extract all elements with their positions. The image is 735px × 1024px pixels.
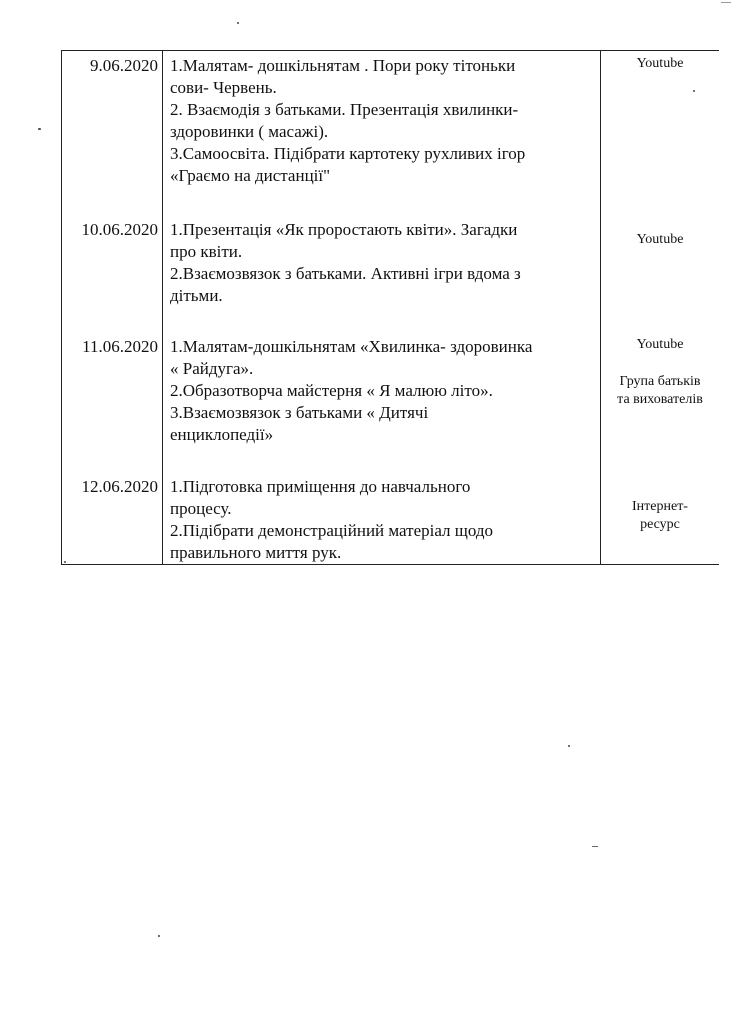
- date-cell: [62, 51, 163, 216]
- activity-cell: [163, 215, 601, 332]
- resource-text: ресурс: [640, 517, 680, 532]
- date-cell: [62, 215, 163, 332]
- resource-text: Youtube: [636, 232, 684, 247]
- activity-line: 1.Презентація «Як проростають квіти». Загадки: [170, 220, 518, 239]
- resource-text: Інтернет-: [632, 499, 688, 514]
- activity-line: процесу.: [170, 499, 232, 518]
- resource-text: Група батьків: [619, 374, 701, 389]
- resource-text: та вихователів: [617, 392, 703, 407]
- resource-cell: [601, 472, 720, 565]
- activity-line: 2.Взаємозвязок з батьками. Активні ігри вдома з: [170, 264, 521, 283]
- activity-line: про квіти.: [170, 242, 243, 261]
- date-cell: [62, 472, 163, 565]
- resource-text: Youtube: [636, 337, 684, 352]
- activity-line: 1.Малятам- дошкільнятам . Пори року тітоньки: [170, 56, 516, 75]
- date-text: 12.06.2020: [81, 477, 158, 496]
- scan-mark: [592, 846, 598, 847]
- scan-speck: [568, 745, 570, 747]
- date-text: 10.06.2020: [81, 220, 158, 239]
- resource-cell: [601, 215, 720, 332]
- activity-line: «Граємо на дистанції": [170, 166, 331, 185]
- table-row: [62, 215, 720, 332]
- activity-line: 2.Образотворча майстерня « Я малюю літо».: [170, 381, 493, 400]
- scan-speck: [64, 561, 66, 563]
- activity-line: 2.Підібрати демонстраційний матеріал щодо: [170, 521, 494, 540]
- activity-line: дітьми.: [170, 286, 223, 305]
- table-row: [62, 472, 720, 565]
- resource-cell: [601, 332, 720, 472]
- date-text: 11.06.2020: [82, 337, 158, 356]
- table-row: [62, 332, 720, 472]
- table-row: [62, 51, 720, 216]
- scan-speck: [693, 90, 695, 92]
- activity-line: сови- Червень.: [170, 78, 277, 97]
- scan-speck: [38, 128, 41, 130]
- scan-speck: [158, 935, 160, 937]
- resource-text: Youtube: [636, 56, 684, 71]
- date-cell: [62, 332, 163, 472]
- activity-line: « Райдуга».: [170, 359, 254, 378]
- activity-cell: [163, 51, 601, 216]
- activity-line: 2. Взаємодія з батьками. Презентація хвилинки-: [170, 100, 519, 119]
- activity-line: 3.Самоосвіта. Підібрати картотеку рухливих ігор: [170, 144, 526, 163]
- scan-speck: [237, 22, 239, 24]
- activity-cell: [163, 472, 601, 565]
- schedule-table: [61, 50, 719, 565]
- activity-line: енциклопедії»: [170, 425, 274, 444]
- activity-line: здоровинки ( масажі).: [170, 122, 329, 141]
- activity-line: 1.Підготовка приміщення до навчального: [170, 477, 471, 496]
- activity-line: 3.Взаємозвязок з батьками « Дитячі: [170, 403, 429, 422]
- scan-mark: [721, 2, 731, 3]
- activity-line: 1.Малятам-дошкільнятам «Хвилинка- здоровинка: [170, 337, 533, 356]
- resource-cell: [601, 51, 720, 216]
- activity-line: правильного миття рук.: [170, 543, 342, 562]
- date-text: 9.06.2020: [90, 56, 158, 75]
- activity-cell: [163, 332, 601, 472]
